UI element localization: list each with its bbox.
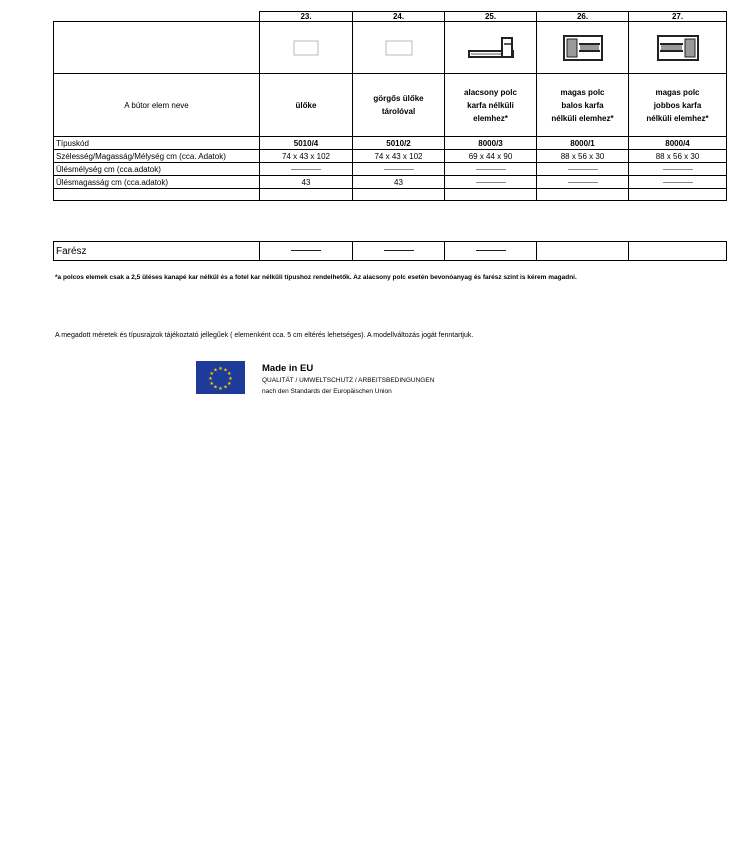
type-code: 8000/1 xyxy=(537,137,629,150)
dimensions-value: 74 x 43 x 102 xyxy=(353,150,445,163)
svg-text:★: ★ xyxy=(218,386,223,392)
empty-cell xyxy=(54,189,260,201)
eu-subtitle: QUALITÄT / UMWELTSCHUTZ / ARBEITSBEDINGUNGEN xyxy=(262,377,435,384)
svg-text:★: ★ xyxy=(209,371,215,377)
type-code-label: Típuskód xyxy=(54,137,260,150)
eu-title: Made in EU xyxy=(262,363,314,374)
corner-empty xyxy=(54,12,260,22)
low-shelf-icon xyxy=(468,36,514,60)
svg-text:★: ★ xyxy=(209,381,215,387)
element-name-line: nélküli elemhez* xyxy=(646,113,709,123)
dash-mark xyxy=(568,182,598,183)
empty-cell xyxy=(353,189,445,201)
seat-height-label: Ülésmagasság cm (cca.adatok) xyxy=(54,176,260,189)
seat-depth-value xyxy=(353,163,445,176)
disclaimer: A megadott méretek és típusrajzok tájékoztató jellegűek ( elemenként cca. 5 cm eltérés lehetséges). A modellváltozás jogát fenntartjuk. xyxy=(55,332,474,339)
dash-mark xyxy=(476,182,506,183)
element-name-label: A bútor elem neve xyxy=(54,74,260,137)
dash-mark xyxy=(663,182,693,183)
dash-mark xyxy=(476,169,506,170)
picture-cell xyxy=(445,22,537,74)
dimensions-label: Szélesség/Magasság/Mélység cm (cca. Adatok) xyxy=(54,150,260,163)
seat-height-value: 43 xyxy=(260,176,353,189)
svg-text:★: ★ xyxy=(226,381,232,387)
picture-cell xyxy=(629,22,727,74)
seat-outline-icon xyxy=(293,40,319,56)
col-number: 25. xyxy=(445,12,537,22)
empty-cell xyxy=(260,189,353,201)
seat-depth-value xyxy=(537,163,629,176)
element-name-line: jobbos karfa xyxy=(653,100,702,110)
element-name-line: magas polc xyxy=(655,87,700,97)
element-name xyxy=(260,74,353,137)
picture-cell xyxy=(537,22,629,74)
eu-standards-text: nach den Standards der Europäischen Union xyxy=(262,388,392,395)
dash-mark xyxy=(476,250,506,251)
dimensions-value: 74 x 43 x 102 xyxy=(260,150,353,163)
col-number: 26. xyxy=(537,12,629,22)
col-number: 23. xyxy=(260,12,353,22)
seat-depth-value xyxy=(445,163,537,176)
svg-text:★: ★ xyxy=(223,367,228,374)
seat-depth-value xyxy=(629,163,727,176)
svg-text:★: ★ xyxy=(213,384,218,391)
dash-mark xyxy=(291,250,321,251)
element-name-line: alacsony polc xyxy=(464,87,517,97)
dash-mark xyxy=(384,250,414,251)
faresz-value xyxy=(260,242,353,261)
faresz-table xyxy=(53,241,727,261)
type-code: 8000/4 xyxy=(629,137,727,150)
faresz-value xyxy=(445,242,537,261)
footnote: *a polcos elemek csak a 2,5 üléses kanapé kar nélkül és a fotel kar nélküli típushoz rendelhetők. Az alacsony polc esetén bevonóanyag és farész szint is kérem magadni. xyxy=(55,274,577,281)
element-name-line: balos karfa xyxy=(561,100,604,110)
picture-label-cell xyxy=(54,22,260,74)
eu-stars-icon xyxy=(196,361,245,394)
storage-seat-outline-icon xyxy=(385,40,413,56)
empty-cell xyxy=(445,189,537,201)
element-name-line: elemhez* xyxy=(473,113,508,123)
high-shelf-right-icon xyxy=(657,35,699,61)
empty-cell xyxy=(537,189,629,201)
eu-flag-icon xyxy=(196,361,245,394)
dash-mark xyxy=(384,169,414,170)
faresz-value xyxy=(353,242,445,261)
element-name-line: tárolóval xyxy=(381,107,416,116)
element-name-line: nélküli elemhez* xyxy=(551,113,614,123)
element-name xyxy=(629,74,727,137)
svg-text:★: ★ xyxy=(226,371,232,377)
svg-text:★: ★ xyxy=(228,376,233,382)
svg-text:★: ★ xyxy=(208,376,213,382)
picture-cell xyxy=(260,22,353,74)
empty-cell xyxy=(629,189,727,201)
faresz-label: Farész xyxy=(54,242,260,261)
element-name xyxy=(445,74,537,137)
faresz-value xyxy=(629,242,727,261)
svg-text:★: ★ xyxy=(213,367,218,374)
dash-mark xyxy=(291,169,321,170)
col-number: 27. xyxy=(629,12,727,22)
type-code: 8000/3 xyxy=(445,137,537,150)
svg-text:★: ★ xyxy=(218,366,223,372)
type-code: 5010/4 xyxy=(260,137,353,150)
high-shelf-left-icon xyxy=(563,35,603,61)
dash-mark xyxy=(663,169,693,170)
element-name-line: karfa nélküli xyxy=(467,100,514,110)
seat-depth-label: Ülésmélység cm (cca.adatok) xyxy=(54,163,260,176)
element-name xyxy=(353,74,445,137)
element-name xyxy=(537,74,629,137)
dash-mark xyxy=(568,169,598,170)
dimensions-value: 88 x 56 x 30 xyxy=(629,150,727,163)
element-name-line: magas polc xyxy=(560,87,605,97)
element-name-line: ülőke xyxy=(295,100,317,110)
dimensions-value: 69 x 44 x 90 xyxy=(445,150,537,163)
seat-height-value xyxy=(445,176,537,189)
seat-height-value: 43 xyxy=(353,176,445,189)
element-name-line: görgős ülőke xyxy=(373,94,424,103)
dimensions-value: 88 x 56 x 30 xyxy=(537,150,629,163)
picture-cell xyxy=(353,22,445,74)
col-number: 24. xyxy=(353,12,445,22)
spec-table xyxy=(53,11,727,201)
faresz-value xyxy=(537,242,629,261)
type-code: 5010/2 xyxy=(353,137,445,150)
seat-depth-value xyxy=(260,163,353,176)
seat-height-value xyxy=(537,176,629,189)
seat-height-value xyxy=(629,176,727,189)
svg-text:★: ★ xyxy=(223,384,228,391)
